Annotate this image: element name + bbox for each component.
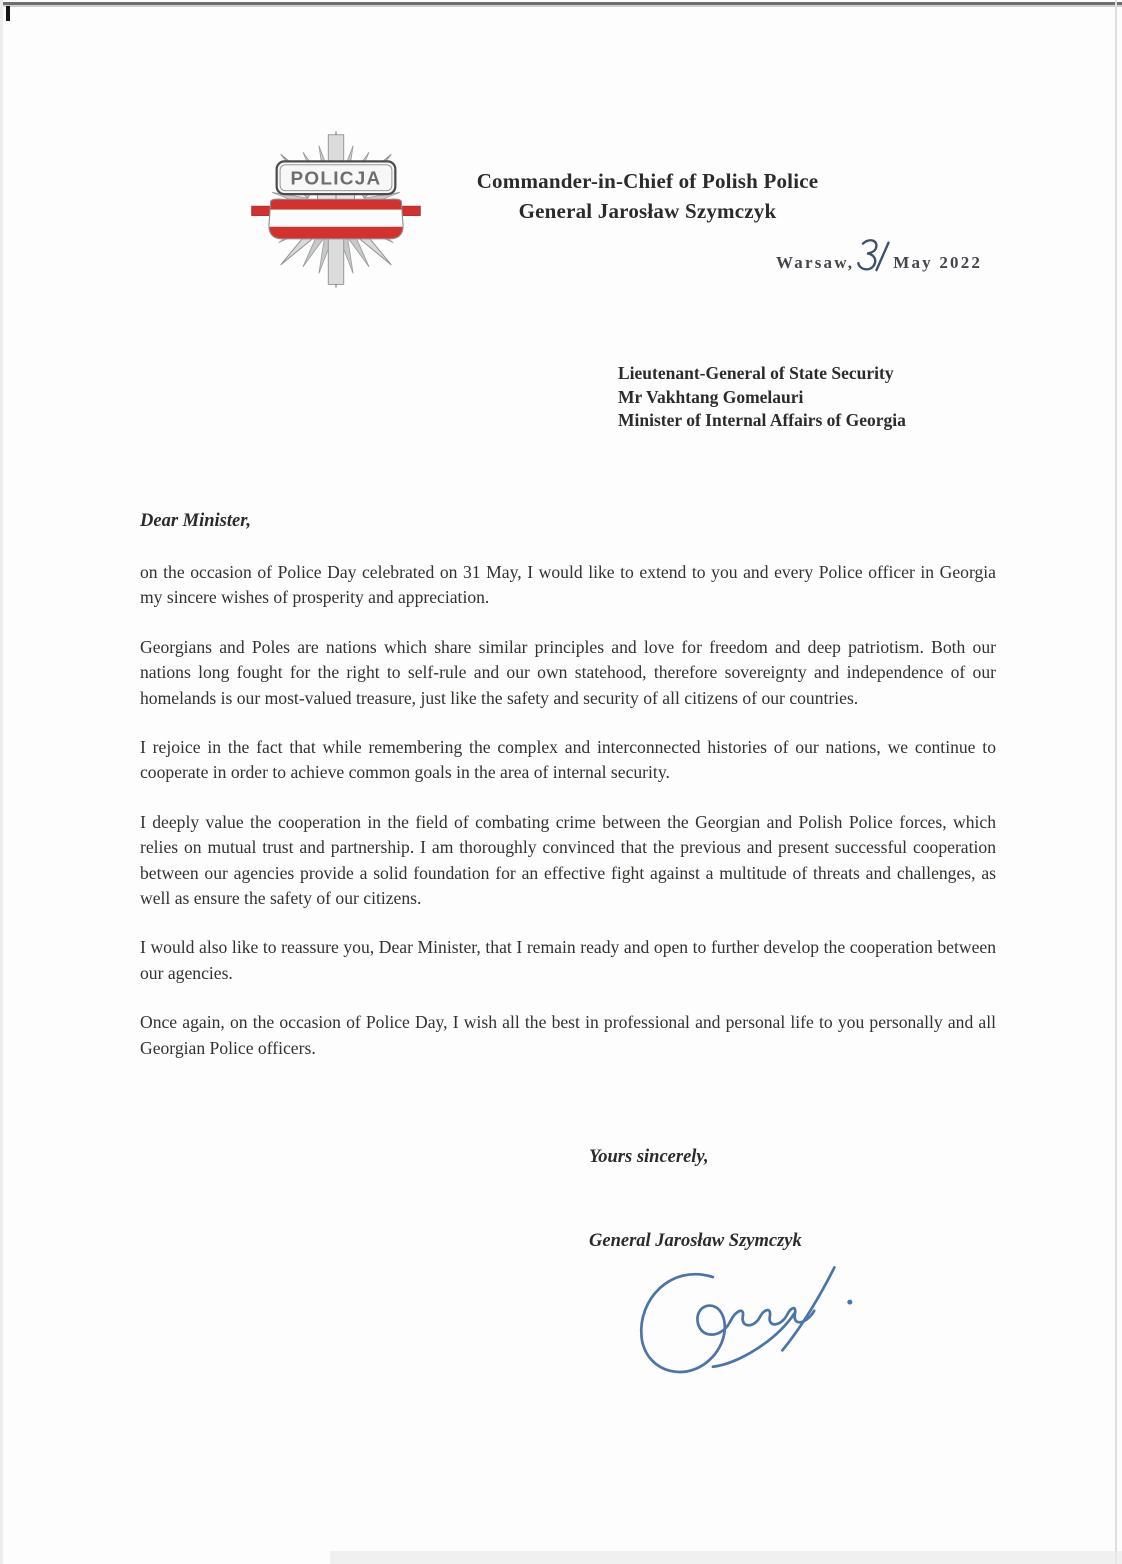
body-paragraph: Once again, on the occasion of Police Day, I wish all the best in professional and personal life to you personally and all Georgian Police officers.	[140, 1012, 996, 1058]
letter-body	[140, 560, 996, 1085]
letterhead-title-line1: Commander-in-Chief of Polish Police	[476, 169, 819, 193]
body-paragraph: Georgians and Poles are nations which share similar principles and love for freedom and deep patriotism. Both our nations long fought for the right to self-rule and our own statehood, therefore sovereignty and independence of our homelands is our most-valued treasure, just like the safety and security of all citizens of our countries.	[140, 636, 996, 708]
signatory-name: General Jarosław Szymczyk	[589, 1231, 802, 1251]
body-paragraph: I would also like to reassure you, Dear Minister, that I remain ready and open to further develop the cooperation between our agencies.	[140, 937, 996, 983]
scan-artifact-left-tick	[6, 6, 10, 21]
letterhead-title	[395, 166, 900, 226]
scan-artifact-left-edge	[0, 0, 3, 1564]
salutation: Dear Minister,	[140, 511, 252, 531]
flag-ribbon	[267, 197, 405, 242]
recipient-line: Mr Vakhtang Gomelauri	[618, 386, 804, 407]
handwritten-day-icon	[855, 235, 891, 277]
letterhead-title-line2: General Jarosław Szymczyk	[518, 199, 777, 223]
recipient-line: Lieutenant-General of State Security	[618, 363, 894, 383]
valediction: Yours sincerely,	[589, 1147, 709, 1167]
body-paragraph: I rejoice in the fact that while remembering the complex and interconnected histories of our nations, we continue to cooperate in order to achieve common goals in the area of internal security.	[140, 737, 996, 783]
svg-text:POLICJA: POLICJA	[290, 168, 382, 190]
body-paragraph: I deeply value the cooperation in the field of combating crime between the Georgian and Polish Police forces, which relies on mutual trust and partnership. I am thoroughly convinced that the previous and present successful cooperation between our agencies provide a solid foundation for an effective fight against a multitude of threats and challenges, as well as ensure the safety of our citizens.	[140, 811, 996, 909]
scan-artifact-top-shadow	[0, 5, 1122, 7]
recipient-block	[618, 362, 906, 433]
scan-artifact-right-edge	[1115, 0, 1117, 1564]
dateline	[776, 243, 982, 283]
policja-banner	[277, 161, 396, 194]
dateline-rest: May 2022	[893, 253, 983, 272]
scan-artifact-bottom-strip	[330, 1551, 1122, 1564]
dateline-place: Warsaw,	[776, 253, 855, 272]
signature-autograph-icon	[628, 1252, 873, 1387]
recipient-line: Minister of Internal Affairs of Georgia	[618, 410, 906, 430]
body-paragraph: on the occasion of Police Day celebrated on 31 May, I would like to extend to you and every Police officer in Georgia my sincere wishes of prosperity and appreciation.	[140, 562, 996, 608]
